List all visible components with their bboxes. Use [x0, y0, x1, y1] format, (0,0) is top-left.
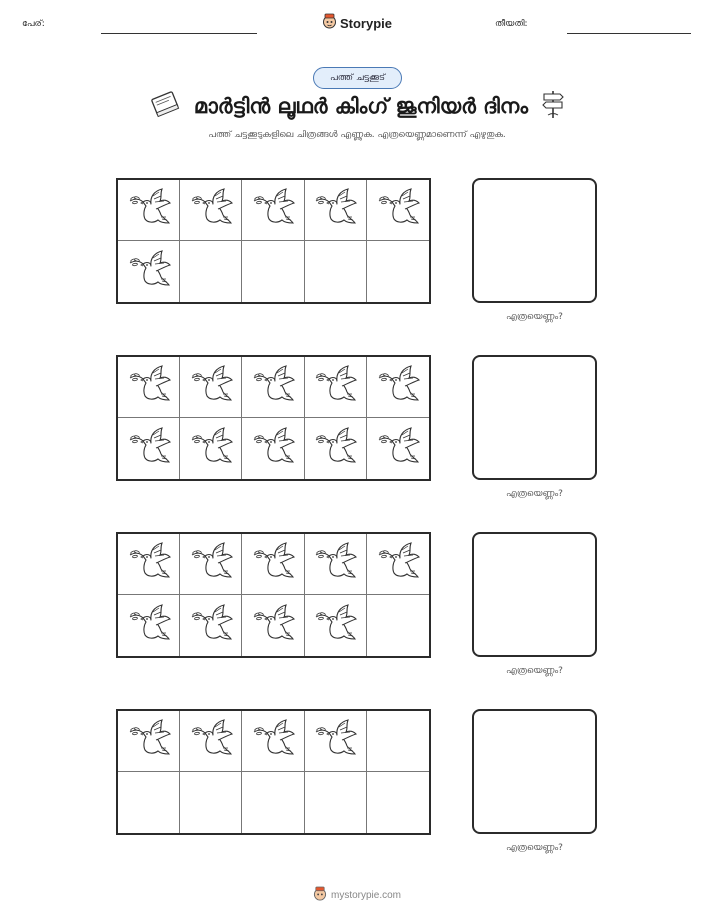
- dove-with-olive-branch-icon: [126, 603, 172, 649]
- frame-cell: [118, 241, 180, 302]
- dove-with-olive-branch-icon: [126, 426, 172, 472]
- dove-with-olive-branch-icon: [375, 426, 421, 472]
- dove-with-olive-branch-icon: [375, 364, 421, 410]
- footer: [0, 886, 714, 905]
- dove-with-olive-branch-icon: [188, 187, 234, 233]
- storypie-mascot-icon: [322, 13, 337, 33]
- frame-cell: [305, 357, 367, 418]
- dove-with-olive-branch-icon: [188, 541, 234, 587]
- frame-cell: [367, 711, 429, 772]
- answer-box-2[interactable]: [472, 355, 597, 480]
- dove-with-olive-branch-icon: [126, 249, 172, 295]
- frame-cell: [118, 534, 180, 595]
- dove-with-olive-branch-icon: [188, 426, 234, 472]
- question-label-1: എത്രയെണ്ണം?: [506, 312, 563, 322]
- dove-with-olive-branch-icon: [126, 187, 172, 233]
- dove-with-olive-branch-icon: [250, 603, 296, 649]
- frame-cell: [118, 772, 180, 833]
- question-label-3: എത്രയെണ്ണം?: [506, 666, 563, 676]
- dove-with-olive-branch-icon: [312, 364, 358, 410]
- brand-name: Storypie: [339, 15, 392, 31]
- frame-cell: [305, 180, 367, 241]
- frame-cell: [118, 711, 180, 772]
- dove-with-olive-branch-icon: [375, 187, 421, 233]
- name-label: പേര്:: [22, 19, 45, 29]
- frame-cell: [305, 595, 367, 656]
- date-label: തീയതി:: [495, 19, 528, 29]
- name-line[interactable]: [101, 33, 257, 34]
- question-label-2: എത്രയെണ്ണം?: [506, 489, 563, 499]
- frame-cell: [367, 534, 429, 595]
- frame-cell: [242, 418, 304, 479]
- frame-cell: [305, 418, 367, 479]
- title-row: [0, 88, 714, 124]
- frame-cell: [242, 180, 304, 241]
- dove-with-olive-branch-icon: [312, 718, 358, 764]
- answer-box-4[interactable]: [472, 709, 597, 834]
- dove-with-olive-branch-icon: [188, 603, 234, 649]
- page-title: മാർട്ടിൻ ലൂഥർ കിംഗ് ജൂനിയർ ദിനം: [193, 93, 529, 118]
- frame-cell: [118, 595, 180, 656]
- frame-cell: [242, 534, 304, 595]
- frame-cell: [367, 418, 429, 479]
- frame-cell: [118, 418, 180, 479]
- footer-url: mystorypie.com: [330, 890, 401, 901]
- frame-cell: [305, 534, 367, 595]
- ten-frame-1: [116, 178, 431, 304]
- frame-cell: [367, 772, 429, 833]
- topic-tag: പത്ത് ചട്ടക്കൂട്: [313, 67, 402, 89]
- frame-cell: [242, 357, 304, 418]
- frame-cell: [305, 772, 367, 833]
- ten-frame-2: [116, 355, 431, 481]
- frame-cell: [367, 241, 429, 302]
- frame-cell: [305, 711, 367, 772]
- frame-cell: [242, 595, 304, 656]
- answer-box-1[interactable]: [472, 178, 597, 303]
- frame-cell: [180, 241, 242, 302]
- frame-cell: [367, 357, 429, 418]
- dove-with-olive-branch-icon: [375, 541, 421, 587]
- dove-with-olive-branch-icon: [250, 426, 296, 472]
- frame-cell: [180, 180, 242, 241]
- question-label-4: എത്രയെണ്ണം?: [506, 843, 563, 853]
- ten-frame-4: [116, 709, 431, 835]
- dove-with-olive-branch-icon: [126, 718, 172, 764]
- frame-cell: [305, 241, 367, 302]
- frame-cell: [118, 180, 180, 241]
- frame-cell: [242, 241, 304, 302]
- frame-cell: [367, 595, 429, 656]
- dove-with-olive-branch-icon: [312, 541, 358, 587]
- ten-frame-3: [116, 532, 431, 658]
- dove-with-olive-branch-icon: [312, 603, 358, 649]
- dove-with-olive-branch-icon: [188, 364, 234, 410]
- frame-cell: [180, 418, 242, 479]
- instructions: പത്ത് ചട്ടക്കൂടുകളിലെ ചിത്രങ്ങൾ എണ്ണുക. എത്രയെണ്ണമാണെന്ന് എഴുതുക.: [208, 130, 506, 140]
- date-line[interactable]: [567, 33, 691, 34]
- signpost-icon: [540, 88, 566, 124]
- dove-with-olive-branch-icon: [250, 364, 296, 410]
- frame-cell: [180, 595, 242, 656]
- frame-cell: [180, 534, 242, 595]
- dove-with-olive-branch-icon: [126, 364, 172, 410]
- answer-box-3[interactable]: [472, 532, 597, 657]
- storypie-mascot-icon: [313, 886, 327, 905]
- dove-with-olive-branch-icon: [312, 187, 358, 233]
- brand-logo: [0, 13, 714, 33]
- frame-cell: [242, 772, 304, 833]
- frame-cell: [180, 357, 242, 418]
- dove-with-olive-branch-icon: [250, 541, 296, 587]
- frame-cell: [118, 357, 180, 418]
- dove-with-olive-branch-icon: [188, 718, 234, 764]
- book-icon: [148, 89, 182, 123]
- dove-with-olive-branch-icon: [126, 541, 172, 587]
- frame-cell: [180, 711, 242, 772]
- dove-with-olive-branch-icon: [250, 187, 296, 233]
- dove-with-olive-branch-icon: [312, 426, 358, 472]
- frame-cell: [367, 180, 429, 241]
- dove-with-olive-branch-icon: [250, 718, 296, 764]
- frame-cell: [242, 711, 304, 772]
- frame-cell: [180, 772, 242, 833]
